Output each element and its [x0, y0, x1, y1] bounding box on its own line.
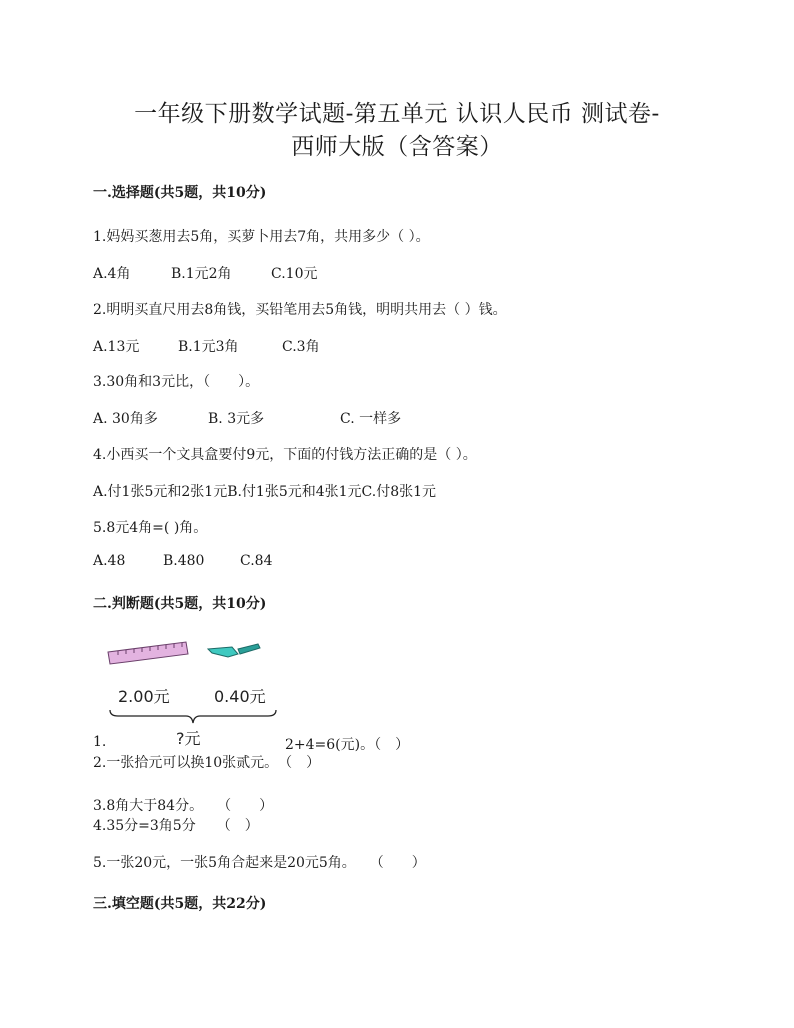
section3-heading: 三.填空题(共5题，共22分): [93, 896, 267, 912]
option-c: C.10元: [271, 266, 318, 282]
question-1-2: 2.明明买直尺用去8角钱，买铅笔用去5角钱，明明共用去（ ）钱。: [93, 302, 507, 318]
question-2-2: 2.一张拾元可以换10张贰元。 （ ）: [93, 755, 321, 771]
knife-icon: [208, 644, 260, 657]
question-1-5-options: [93, 553, 272, 569]
price-knife: 0.40元: [214, 687, 266, 706]
option-a: A. 30角多: [93, 411, 158, 427]
question-1-3-options: [93, 408, 401, 428]
section2-heading: 二.判断题(共5题，共10分): [93, 596, 267, 612]
ruler-icon: [108, 642, 188, 664]
question-1-3: 3.30角和3元比，（ ）。: [93, 374, 260, 390]
price-ruler: 2.00元: [118, 687, 170, 706]
question-2-1: 2+4=6(元)。（ ）: [285, 737, 410, 753]
option-c: C.84: [240, 553, 273, 569]
question-1-4: 4.小西买一个文具盒要付9元，下面的付钱方法正确的是（ ）。: [93, 447, 477, 463]
option-b: B. 3元多: [208, 411, 265, 427]
option-a: A.4角: [93, 266, 131, 282]
question-1-1-options: [93, 263, 317, 283]
option-c: C.3角: [282, 339, 320, 355]
question-1-4-options: A.付1张5元和2张1元B.付1张5元和4张1元C.付8张1元: [93, 484, 437, 500]
price-total: ?元: [176, 729, 201, 748]
option-c: C. 一样多: [340, 411, 402, 427]
question-1-2-options: [93, 336, 320, 356]
page-title-line2: 西师大版（含答案）: [291, 134, 503, 160]
question-2-4: 4.35分=3角5分 （ ）: [93, 818, 259, 834]
option-b: B.1元2角: [171, 266, 232, 282]
option-b: B.1元3角: [178, 339, 239, 355]
question-1-1: 1.妈妈买葱用去5角，买萝卜用去7角，共用多少（ ）。: [93, 229, 430, 245]
question-2-3: 3.8角大于84分。 （ ）: [93, 798, 274, 814]
price-figure: [104, 630, 282, 748]
question-2-1-prefix: 1.: [93, 734, 107, 750]
option-a: A.13元: [93, 339, 140, 355]
section1-heading: 一.选择题(共5题，共10分): [93, 185, 267, 201]
sum-brace: [108, 708, 278, 726]
option-a: A.48: [93, 553, 126, 569]
question-2-5: 5.一张20元，一张5角合起来是20元5角。 （ ）: [93, 855, 426, 871]
question-1-5: 5.8元4角=( )角。: [93, 520, 208, 536]
option-b: B.480: [163, 553, 205, 569]
page-title-line1: 一年级下册数学试题-第五单元 认识人民币 测试卷-: [134, 101, 660, 127]
